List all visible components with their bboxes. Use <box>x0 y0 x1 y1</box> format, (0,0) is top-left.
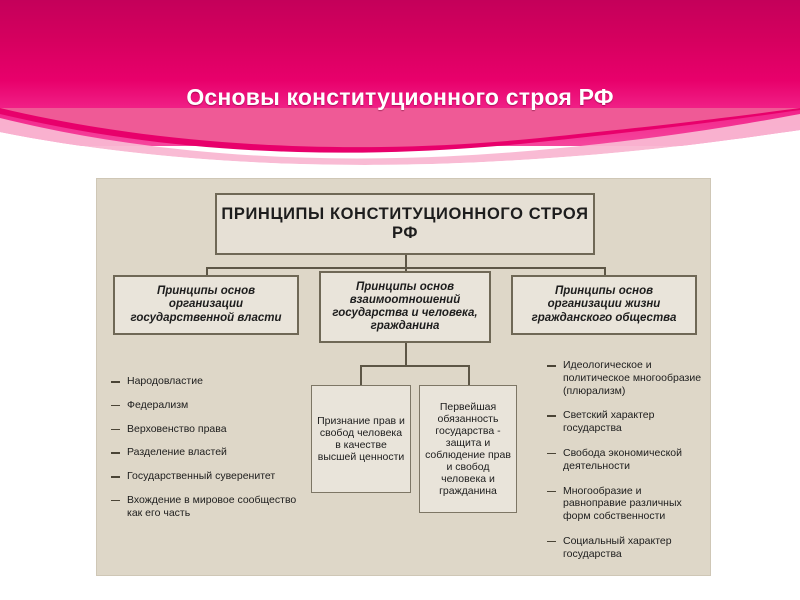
list-item: Федерализм <box>111 399 303 412</box>
list-item: Разделение властей <box>111 446 303 459</box>
connector-center-horizontal <box>360 365 468 367</box>
list-civil-society-principles <box>547 359 703 573</box>
list-item: Народовластие <box>111 375 303 388</box>
list-item: Идеологическое и политическое многообразие (плюрализм) <box>547 359 703 397</box>
branch-heading-power: Принципы основ организации государственной власти <box>113 275 299 335</box>
banner-swoosh-decoration <box>0 108 800 168</box>
center-box-rights-recognition: Признание прав и свобод человека в качестве высшей ценности <box>311 385 411 493</box>
page-title: Основы конституционного строя РФ <box>186 84 614 110</box>
slide-header-banner <box>0 0 800 168</box>
list-item: Светский характер государства <box>547 409 703 435</box>
connector-center-left-down <box>360 365 362 385</box>
list-item: Вхождение в мировое сообщество как его часть <box>111 494 303 520</box>
connector-branch-right <box>604 267 606 275</box>
list-item: Социальный характер государства <box>547 535 703 561</box>
center-box-state-duty: Первейшая обязанность государства - защита и соблюдение прав и свобод человека и гражданина <box>419 385 517 513</box>
diagram-title-box: ПРИНЦИПЫ КОНСТИТУЦИОННОГО СТРОЯ РФ <box>215 193 595 255</box>
branch-heading-civil-society: Принципы основ организации жизни гражданского общества <box>511 275 697 335</box>
list-item: Многообразие и равноправие различных форм собственности <box>547 485 703 523</box>
principles-diagram <box>96 178 711 576</box>
list-item: Свобода экономической деятельности <box>547 447 703 473</box>
list-power-principles <box>111 375 303 531</box>
connector-center-right-down <box>468 365 470 385</box>
branch-heading-state-citizen: Принципы основ взаимоотношений государства и человека, гражданина <box>319 271 491 343</box>
list-item: Государственный суверенитет <box>111 470 303 483</box>
connector-title-down <box>405 255 407 267</box>
connector-branch-left <box>206 267 208 275</box>
list-item: Верховенство права <box>111 423 303 436</box>
connector-center-down <box>405 343 407 365</box>
